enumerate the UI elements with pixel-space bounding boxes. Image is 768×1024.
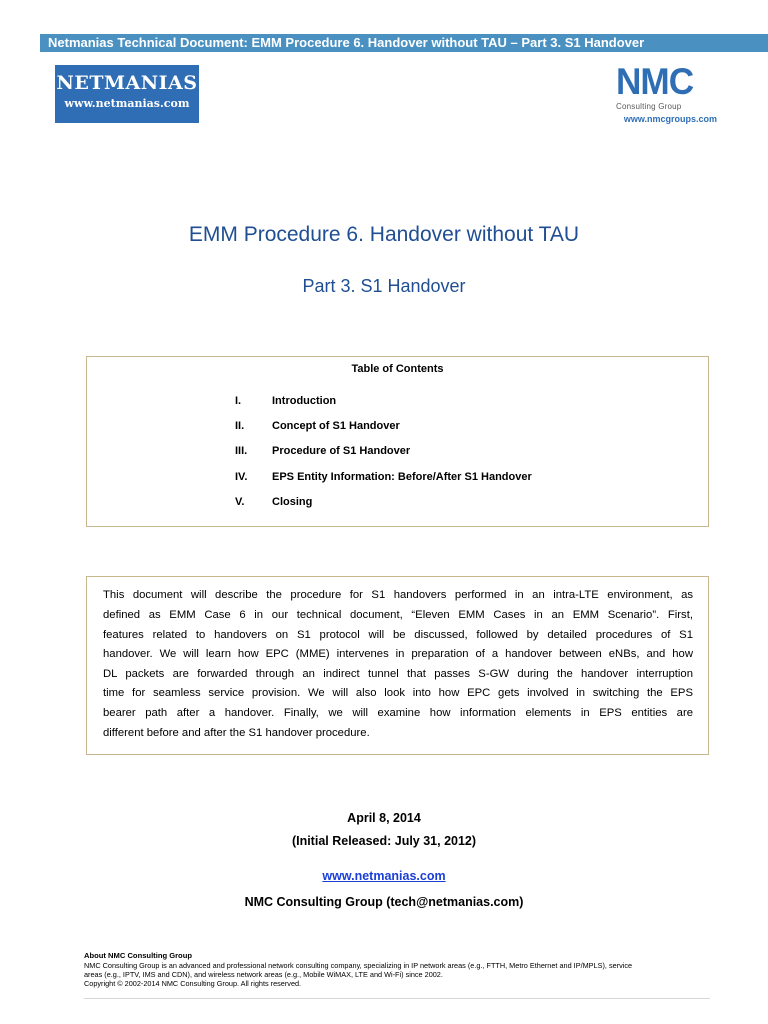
toc-title: Table of Contents — [351, 363, 444, 375]
toc-item-label: Concept of S1 Handover — [272, 420, 400, 432]
toc-item-label: Closing — [272, 496, 313, 508]
contact-line: NMC Consulting Group (tech@netmanias.com) — [244, 895, 524, 909]
toc-item — [235, 420, 400, 432]
toc-item-label: Introduction — [272, 395, 337, 407]
toc-item-number: II. — [235, 420, 245, 432]
about-line: areas (e.g., IPTV, IMS and CDN), and wireless network areas (e.g., Mobile WiMAX, LTE and Wi-Fi) since 2002. — [84, 970, 443, 979]
toc-item-label: Procedure of S1 Handover — [272, 445, 411, 457]
abstract-box — [86, 576, 709, 755]
netmanias-logo-url: www.netmanias.com — [64, 97, 190, 110]
publication-date: April 8, 2014 — [347, 811, 421, 825]
toc-item — [235, 496, 312, 508]
toc-item-label: EPS Entity Information: Before/After S1 Handover — [272, 471, 532, 483]
copyright-line: Copyright © 2002-2014 NMC Consulting Group. All rights reserved. — [84, 979, 302, 988]
abstract-line: features related to handovers on S1 protocol will be discussed, followed by detailed procedures of S1 — [103, 629, 693, 641]
footer-divider — [84, 998, 710, 999]
nmc-url[interactable]: www.nmcgroups.com — [623, 114, 717, 124]
abstract-line: bearer path after a handover. Finally, we will examine how information elements in EPS entities are — [103, 707, 693, 719]
about-line: NMC Consulting Group is an advanced and professional network consulting company, specializing in IP network areas (e.g., FTTH, Metro Ethernet and IP/MPLS), service — [84, 961, 633, 970]
toc-item — [235, 471, 532, 483]
abstract-line: different before and after the S1 handover procedure. — [103, 727, 370, 739]
toc-item-number: V. — [235, 496, 245, 508]
toc-item-number: IV. — [235, 471, 248, 483]
nmc-logo[interactable] — [616, 61, 706, 114]
document-title: EMM Procedure 6. Handover without TAU — [188, 223, 580, 246]
abstract-line: defined as EMM Case 6 in our technical document, “Eleven EMM Cases in an EMM Scenario”. First, — [103, 609, 693, 621]
nmc-logo-subtitle: Consulting Group — [616, 102, 682, 111]
abstract-line: DL packets are forwarded through an indirect tunnel that passes S-GW during the handover interruption — [103, 668, 693, 680]
toc-item-number: III. — [235, 445, 248, 457]
toc-item — [235, 445, 410, 457]
about-heading: About NMC Consulting Group — [84, 951, 192, 960]
toc-item — [235, 395, 336, 407]
website-link[interactable]: www.netmanias.com — [322, 869, 446, 883]
toc-item-number: I. — [235, 395, 242, 407]
abstract-line: time for seamless service provision. We will also look into how EPC gets involved in switching the EPS — [103, 687, 693, 699]
document-subtitle: Part 3. S1 Handover — [302, 276, 466, 296]
netmanias-logo-name: NETMANIAS — [56, 72, 198, 94]
document-header-bar: Netmanias Technical Document: EMM Procedure 6. Handover without TAU – Part 3. S1 Handover — [40, 34, 768, 52]
website-link-row — [0, 869, 768, 883]
table-of-contents — [86, 356, 709, 527]
abstract-line: handover. We will learn how EPC (MME) intervenes in preparation of a handover between eNBs, and how — [103, 648, 693, 660]
initial-release-date: (Initial Released: July 31, 2012) — [291, 834, 477, 848]
nmc-logo-letters: NMC — [616, 61, 694, 102]
abstract-line: This document will describe the procedure for S1 handovers performed in an intra-LTE environment, as — [103, 589, 693, 601]
netmanias-logo[interactable] — [55, 65, 199, 123]
